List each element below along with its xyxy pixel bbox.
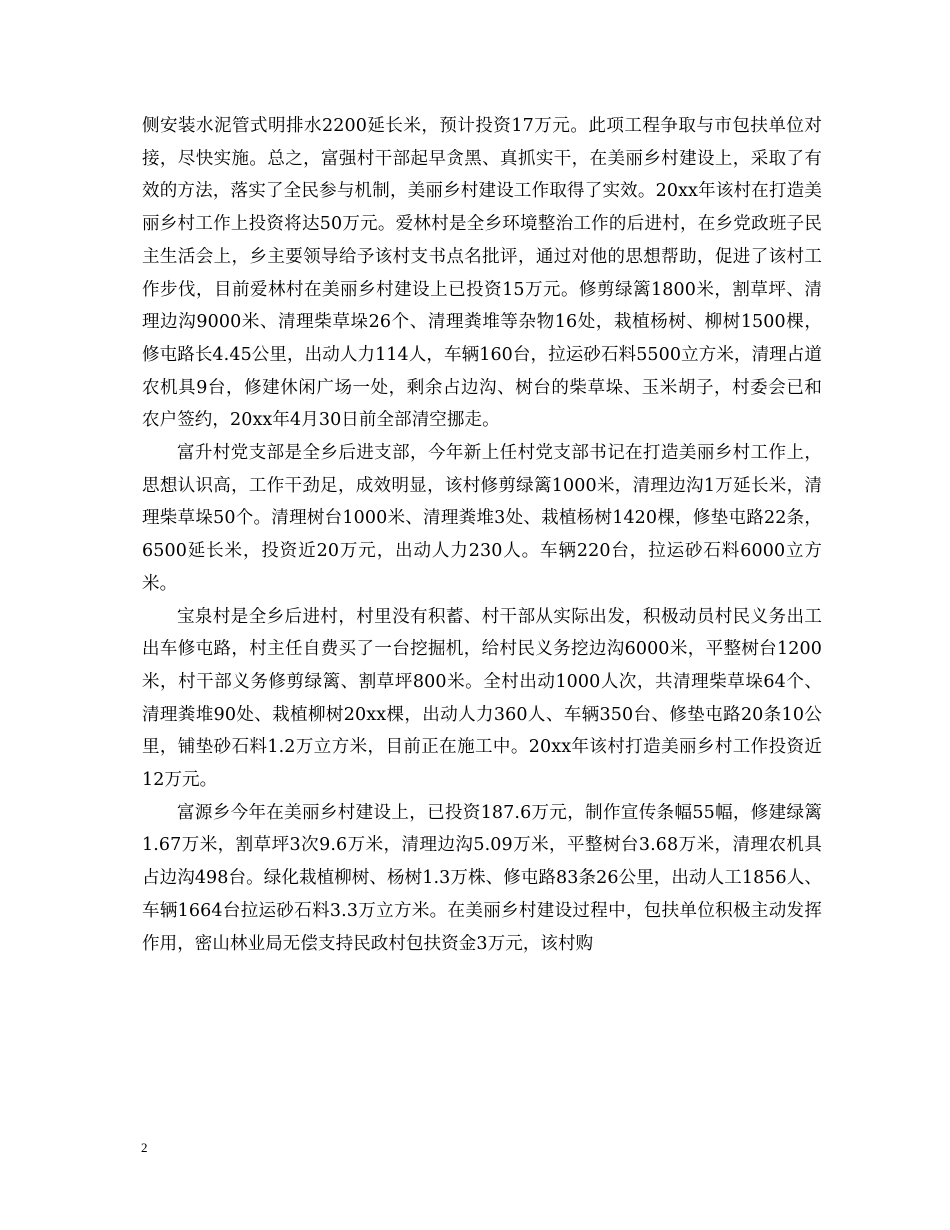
page-number: 2 (141, 1140, 148, 1155)
body-text (142, 110, 822, 960)
paragraph-2: 富升村党支部是全乡后进支部，今年新上任村党支部书记在打造美丽乡村工作上，思想认识高，工作干劲足，成效明显，该村修剪绿篱1000米，清理边沟1万延长米，清理柴草垛50个。清理树台1000米、清理粪堆3处、栽植杨树1420棵，修垫屯路22条，6500延长米，投资近20万元，出动人力230人。车辆220台，拉运砂石料6000立方米。 (142, 443, 822, 594)
paragraph-1: 侧安装水泥管式明排水2200延长米，预计投资17万元。此项工程争取与市包扶单位对接，尽快实施。总之，富强村干部起早贪黑、真抓实干，在美丽乡村建设上，采取了有效的方法，落实了全民参与机制，美丽乡村建设工作取得了实效。20xx年该村在打造美丽乡村工作上投资将达50万元。爱林村是全乡环境整治工作的后进村，在乡党政班子民主生活会上，乡主要领导给予该村支书点名批评，通过对他的思想帮助，促进了该村工作步伐，目前爱林村在美丽乡村建设上已投资15万元。修剪绿篱1800米，割草坪、清理边沟9000米、清理柴草垛26个、清理粪堆等杂物16处，栽植杨树、柳树1500棵，修屯路长4.45公里，出动人力114人，车辆160台，拉运砂石料5500立方米，清理占道农机具9台，修建休闲广场一处，剩余占边沟、树台的柴草垛、玉米胡子，村委会已和农户签约，20xx年4月30日前全部清空挪走。 (142, 116, 822, 431)
paragraph-4: 富源乡今年在美丽乡村建设上，已投资187.6万元，制作宣传条幅55幅，修建绿篱1.67万米，割草坪3次9.6万米，清理边沟5.09万米，平整树台3.68万米，清理农机具占边沟498台。绿化栽植柳树、杨树1.3万株、修屯路83条26公里，出动人工1856人、车辆1664台拉运砂石料3.3万立方米。在美丽乡村建设过程中，包扶单位积极主动发挥作用，密山林业局无偿支持民政村包扶资金3万元，该村购 (142, 802, 822, 954)
paragraph-3: 宝泉村是全乡后进村，村里没有积蓄、村干部从实际出发，积极动员村民义务出工出车修屯路，村主任自费买了一台挖掘机，给村民义务挖边沟6000米，平整树台1200米，村干部义务修剪绿篱、割草坪800米。全村出动1000人次，共清理柴草垛64个、清理粪堆90处、栽植柳树20xx棵，出动人力360人、车辆350台、修垫屯路20条10公里，铺垫砂石料1.2万立方米，目前正在施工中。20xx年该村打造美丽乡村工作投资近12万元。 (142, 606, 822, 791)
